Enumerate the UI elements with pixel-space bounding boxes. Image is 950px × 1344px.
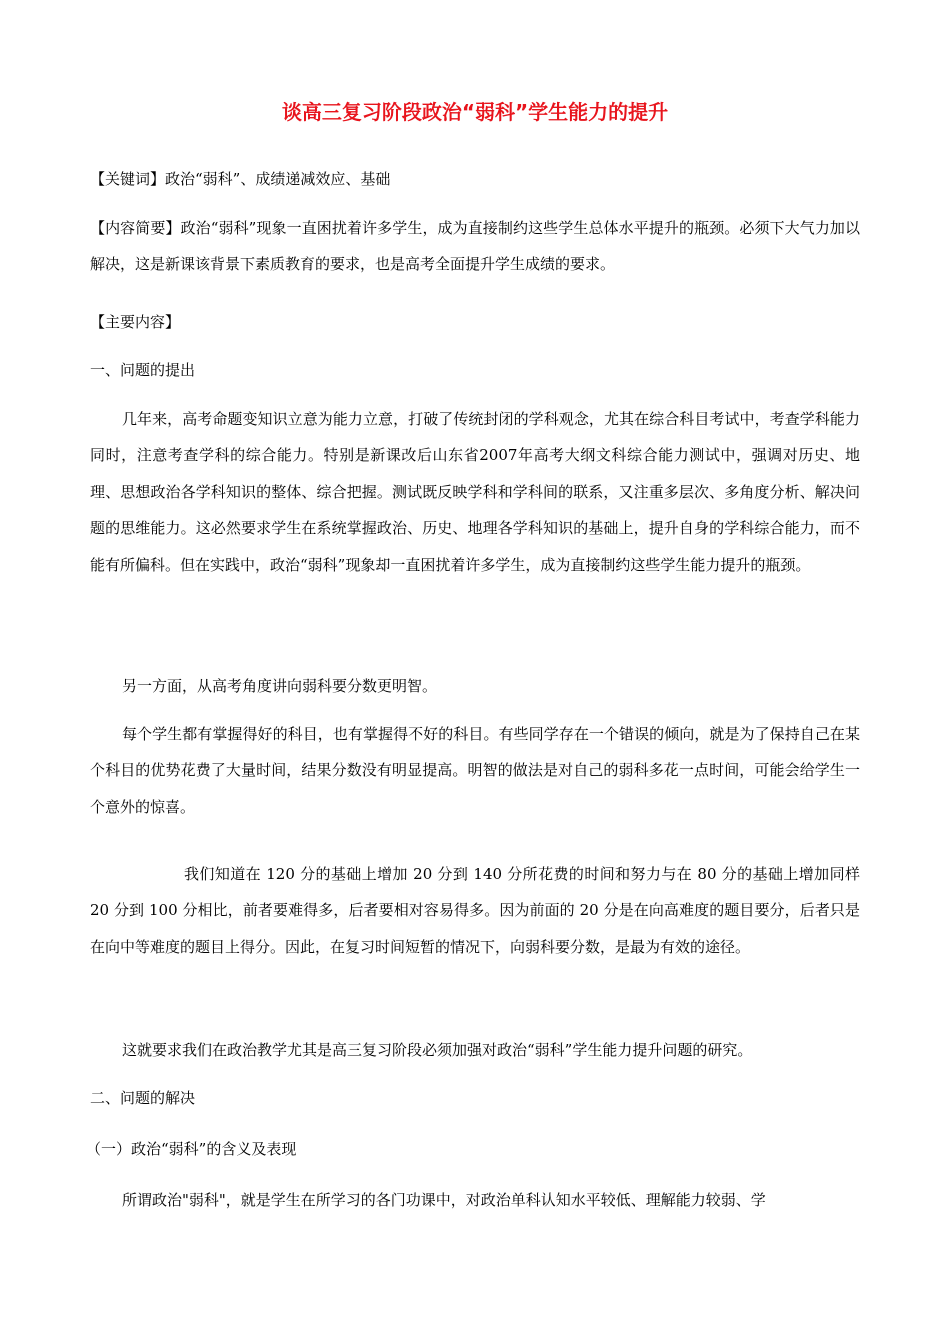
subsection-1-heading: （一）政治“弱科”的含义及表现	[86, 1140, 297, 1158]
section-2-heading: 二、问题的解决	[90, 1089, 196, 1107]
main-content-heading: 【主要内容】	[90, 313, 181, 331]
paragraph-5: 这就要求我们在政治教学尤其是高三复习阶段必须加强对政治“弱科”学生能力提升问题的研究。	[122, 1041, 753, 1059]
keywords-line: 【关键词】政治“弱科”、成绩递减效应、基础	[90, 170, 391, 188]
abstract-paragraph: 【内容简要】政治“弱科”现象一直困扰着许多学生，成为直接制约这些学生总体水平提升的瓶颈。必须下大气力加以解决，这是新课该背景下素质教育的要求，也是高考全面提升学生成绩的要求。	[90, 219, 860, 274]
paragraph-6: 所谓政治"弱科"，就是学生在所学习的各门功课中，对政治单科认知水平较低、理解能力较弱、学	[122, 1191, 766, 1209]
paragraph-1: 几年来，高考命题变知识立意为能力立意，打破了传统封闭的学科观念，尤其在综合科目考试中，考查学科能力同时，注意考查学科的综合能力。特别是新课改后山东省2007年高考大纲文科综合能力测试中，强调对历史、地理、思想政治各学科知识的整体、综合把握。测试既反映学科和学科间的联系，又注重多层次、多角度分析、解决问题的思维能力。这必然要求学生在系统掌握政治、历史、地理各学科知识的基础上，提升自身的学科综合能力，而不能有所偏科。但在实践中，政治“弱科”现象却一直困扰着许多学生，成为直接制约这些学生能力提升的瓶颈。	[90, 410, 860, 574]
document-title: 谈高三复习阶段政治“弱科”学生能力的提升	[281, 100, 669, 124]
section-1-heading: 一、问题的提出	[90, 361, 196, 379]
paragraph-3: 每个学生都有掌握得好的科目，也有掌握得不好的科目。有些同学存在一个错误的倾向，就是为了保持自己在某个科目的优势花费了大量时间，结果分数没有明显提高。明智的做法是对自己的弱科多花一点时间，可能会给学生一个意外的惊喜。	[90, 725, 860, 816]
paragraph-2: 另一方面，从高考角度讲向弱科要分数更明智。	[122, 677, 438, 695]
paragraph-4: 我们知道在 120 分的基础上增加 20 分到 140 分所花费的时间和努力与在 80 分的基础上增加同样 20 分到 100 分相比，前者要难得多，后者要相对容易得多。因为前面的 20 分是在向高难度的题目要分，后者只是在向中等难度的题目上得分。因此，在复习时间短暂的情况下，向弱科要分数，是最为有效的途径。	[90, 865, 860, 956]
